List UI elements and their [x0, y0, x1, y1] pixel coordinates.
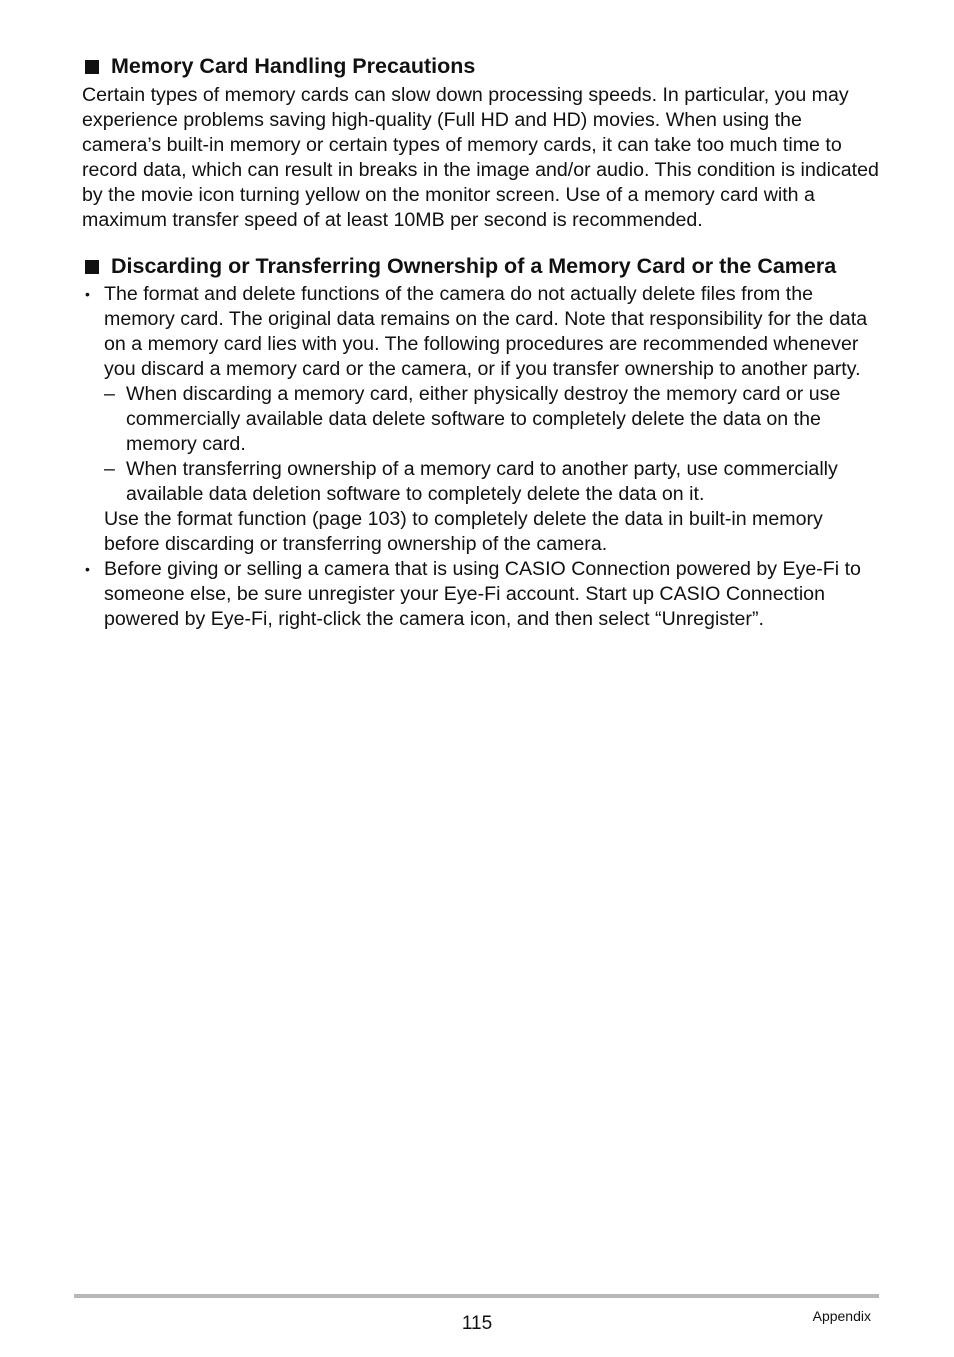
sub-item-text: When transferring ownership of a memory card to another party, use commercially available data deletion software to completely delete the data on it.: [126, 458, 838, 505]
footer-divider: [74, 1294, 879, 1298]
bullet-icon: •: [85, 561, 90, 577]
section-label: Appendix: [812, 1308, 871, 1324]
sub-list: [104, 382, 882, 507]
bullet-list: [82, 282, 882, 632]
heading-text: Memory Card Handling Precautions: [111, 54, 476, 78]
section-heading-memory-card-precautions: [82, 52, 882, 80]
document-page: [82, 52, 882, 632]
black-square-bullet-icon: [85, 260, 99, 274]
bullet-trailing-text: Use the format function (page 103) to completely delete the data in built-in memory before discarding or transferring ownership of the camera.: [104, 508, 823, 555]
bullet-text: The format and delete functions of the camera do not actually delete files from the memory card. The original data remains on the card. Note that responsibility for the data on a memory card lies with you. The following procedures are recommended whenever you discard a memory card or the camera, or if you transfer ownership to another party.: [104, 283, 868, 380]
list-item: [82, 282, 882, 557]
heading-text: Discarding or Transferring Ownership of a Memory Card or the Camera: [111, 254, 837, 278]
bullet-icon: •: [85, 286, 90, 302]
precautions-paragraph: Certain types of memory cards can slow down processing speeds. In particular, you may experience problems saving high-quality (Full HD and HD) movies. When using the camera’s built-in memory or certain types of memory cards, it can take too much time to record data, which can result in breaks in the image and/or audio. This condition is indicated by the movie icon turning yellow on the monitor screen. Use of a memory card with a maximum transfer speed of at least 10MB per second is recommended.: [82, 84, 879, 231]
sub-list-item: [104, 457, 882, 507]
sub-list-item: [104, 382, 882, 457]
black-square-bullet-icon: [85, 60, 99, 74]
page-number: 115: [461, 1313, 493, 1334]
dash-icon: –: [104, 458, 115, 480]
list-item: [82, 557, 882, 632]
bullet-text: Before giving or selling a camera that is using CASIO Connection powered by Eye-Fi to someone else, be sure unregister your Eye-Fi account. Start up CASIO Connection powered by Eye-Fi, right-click the camera icon, and then select “Unregister”.: [104, 558, 861, 630]
section-heading-discarding-ownership: [82, 252, 882, 280]
dash-icon: –: [104, 383, 115, 405]
sub-item-text: When discarding a memory card, either physically destroy the memory card or use commercially available data delete software to completely delete the data on the memory card.: [126, 383, 841, 455]
